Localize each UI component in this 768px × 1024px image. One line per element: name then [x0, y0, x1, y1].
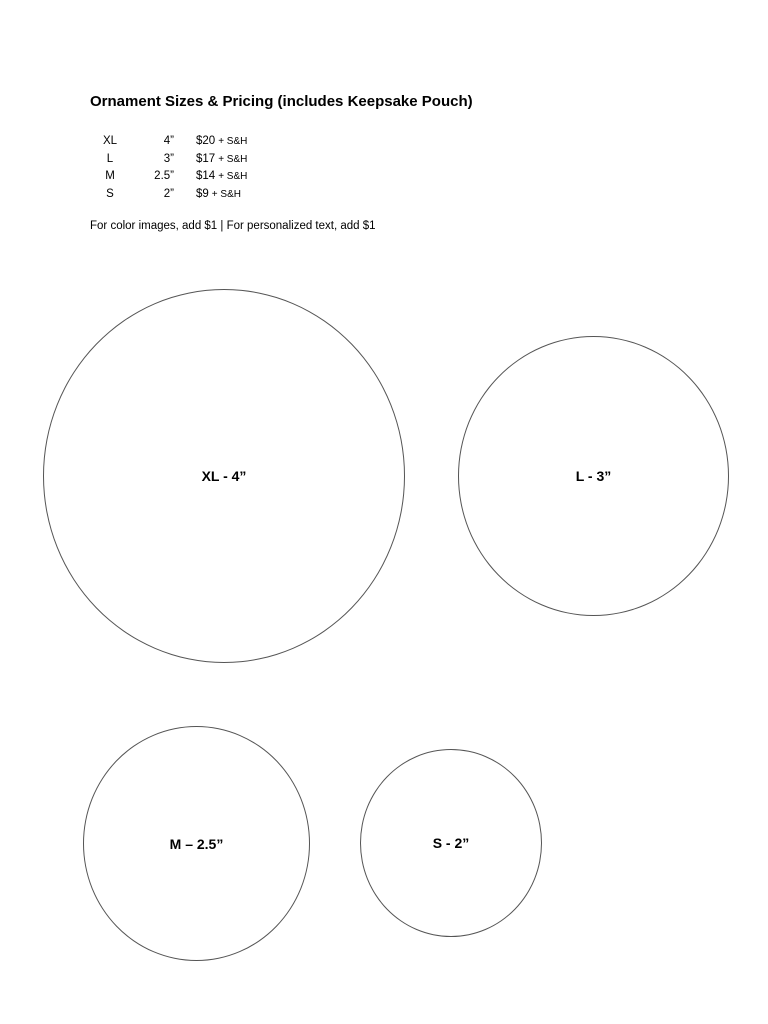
ornament-template-s — [360, 749, 542, 937]
addon-pricing-note: For color images, add $1 | For personalized text, add $1 — [90, 220, 376, 232]
size-label: XL — [102, 135, 118, 147]
size-label: S — [106, 187, 114, 200]
ornament-size-label: M – 2.5” — [169, 835, 224, 852]
price-cell — [196, 168, 247, 186]
ornament-template-m — [83, 726, 310, 961]
shipping-note: + S&H — [218, 171, 248, 182]
ornament-size-label: L - 3” — [575, 468, 612, 484]
price-value: $20 — [196, 135, 216, 147]
price-value: $17 — [196, 152, 216, 165]
diameter-value: 3” — [163, 152, 174, 165]
ornament-template-l — [458, 336, 729, 616]
diameter-value: 4” — [163, 135, 174, 147]
size-label: M — [105, 170, 115, 182]
price-cell — [196, 186, 241, 204]
shipping-note: + S&H — [211, 188, 241, 200]
ornament-size-label: S - 2” — [432, 835, 470, 851]
diameter-value: 2.5” — [154, 170, 174, 182]
page-title: Ornament Sizes & Pricing (includes Keepsake Pouch) — [90, 93, 473, 110]
shipping-note: + S&H — [218, 136, 248, 147]
shipping-note: + S&H — [218, 153, 248, 165]
price-cell — [196, 151, 247, 169]
price-value: $9 — [196, 187, 209, 200]
price-cell — [196, 133, 247, 151]
size-label: L — [106, 152, 114, 165]
price-value: $14 — [196, 170, 216, 182]
ornament-template-xl — [43, 289, 405, 663]
ornament-size-label: XL - 4” — [201, 468, 247, 484]
diameter-value: 2” — [163, 187, 174, 200]
